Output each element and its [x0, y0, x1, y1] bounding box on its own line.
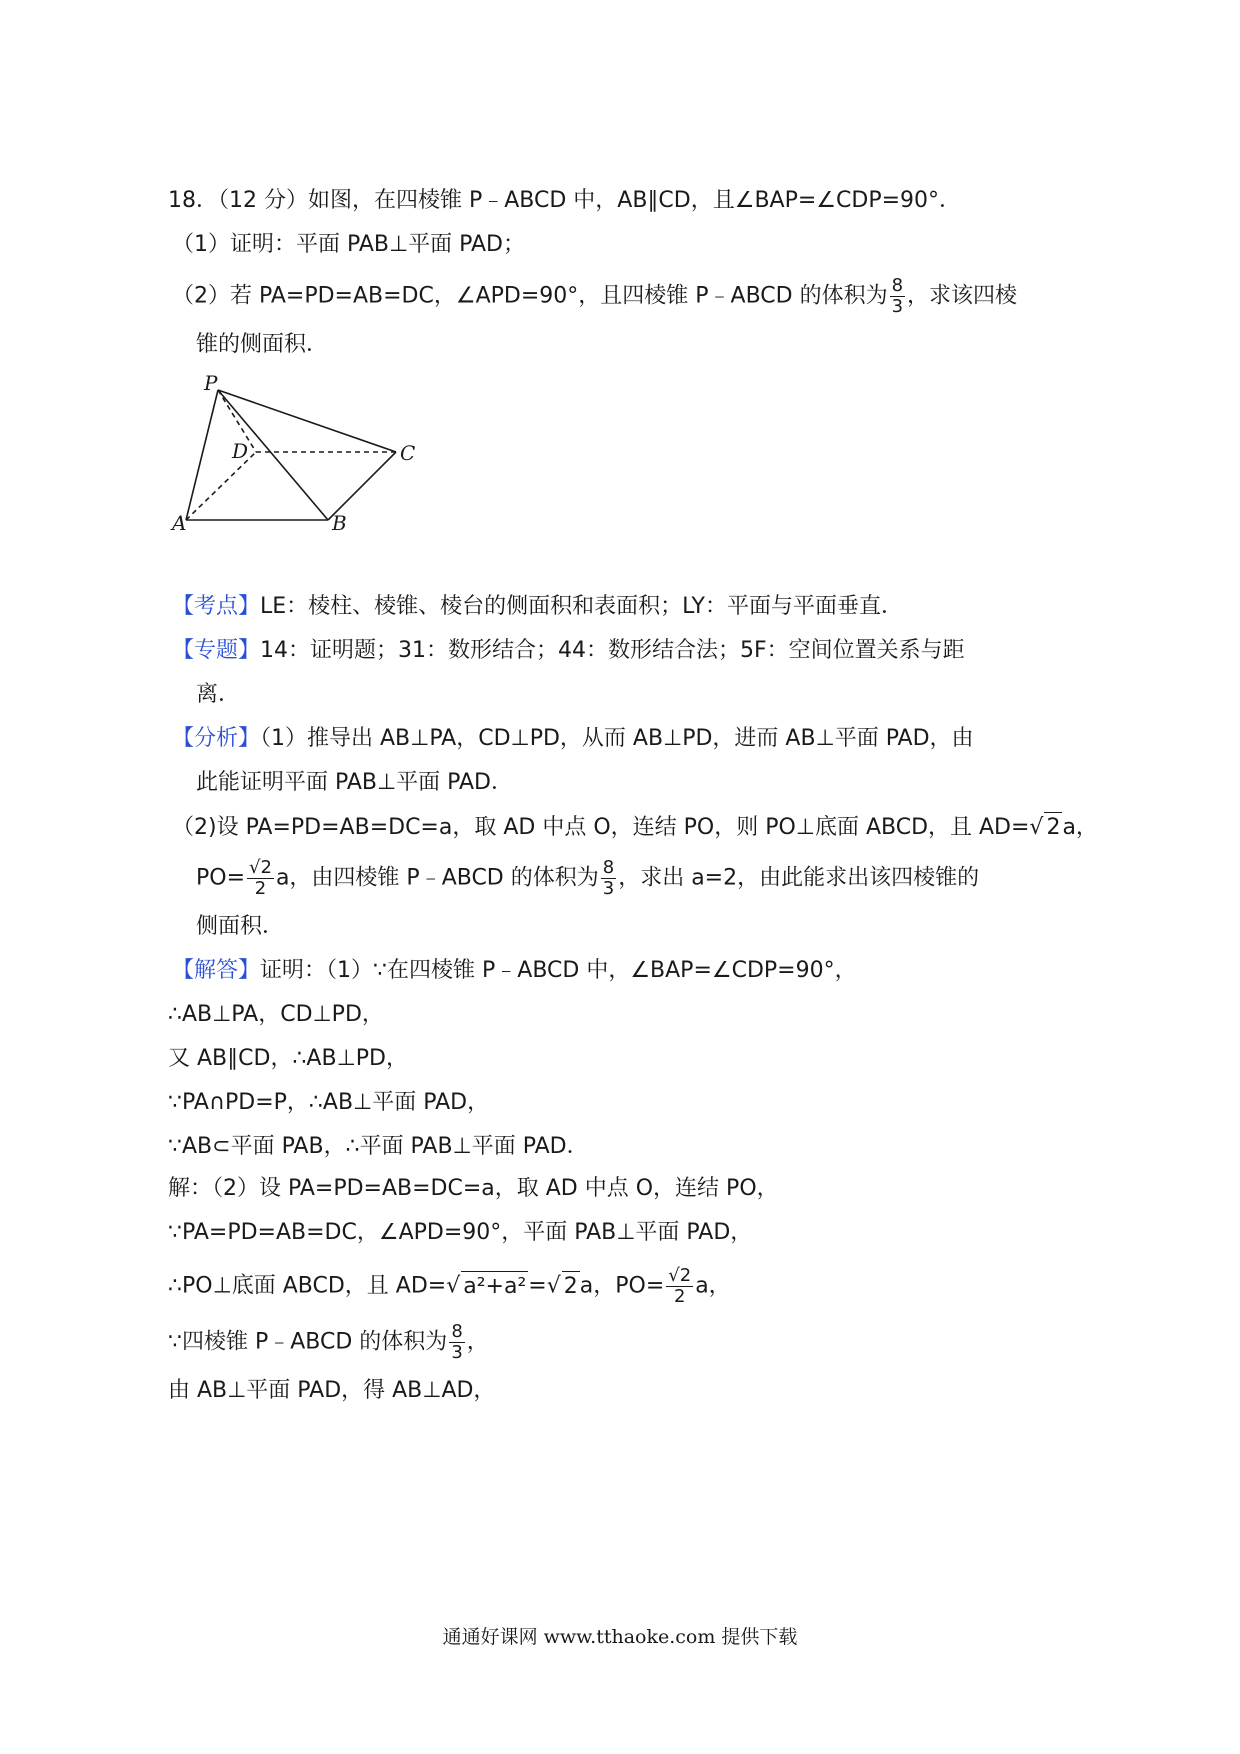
jieda-line8: ∴PO⊥底面 ABCD，且 AD=√ a²+a²=√ 2a，PO= $\frac{√2}{2}$ a， [168, 1265, 731, 1307]
jieda-line2: ∴AB⊥PA，CD⊥PD， [168, 1002, 384, 1027]
edge-PA [186, 390, 218, 520]
fenxi-line4: PO= $\frac{√2}{2}$ a，由四棱锥 P﹣ABCD 的体积为 $\frac{8}{3}$ ，求出 a=2，由此能求出该四棱锥的 [196, 857, 980, 899]
part2-text-a: （2）若 PA=PD=AB=DC，∠APD=90°，且四棱锥 P﹣ABCD 的体积为 [172, 283, 888, 309]
jieda-line7: ∵PA=PD=AB=DC，∠APD=90°，平面 PAB⊥平面 PAD， [168, 1220, 753, 1245]
fenxi-line5: 侧面积． [196, 914, 285, 939]
jieda-line3: 又 AB∥CD，∴AB⊥PD， [168, 1046, 408, 1071]
jieda-line6: 解：（2）设 PA=PD=AB=DC=a，取 AD 中点 O，连结 PO， [168, 1176, 779, 1201]
fenxi-line1: （1）推导出 AB⊥PA，CD⊥PD，从而 AB⊥PD，进而 AB⊥平面 PAD，由 [260, 726, 974, 751]
jieda-line10: 由 AB⊥平面 PAD，得 AB⊥AD， [168, 1378, 496, 1403]
footer-source: 通通好课网 www.tthaoke.com 提供下载 [442, 1626, 798, 1648]
label-A: A [172, 511, 187, 535]
fenxi-line3: （2)设 PA=PD=AB=DC=a，取 AD 中点 O，连结 PO，则 PO⊥底面 ABCD，且 AD=√ 2a， [172, 812, 1098, 843]
pyramid-figure [160, 368, 440, 540]
zhuanti-text-cont: 离． [196, 682, 241, 707]
label-P: P [204, 371, 218, 395]
label-C: C [400, 441, 416, 465]
part2-text-b: ，求该四棱 [907, 283, 1018, 309]
jieda-line1: 【解答】证明：（1）∵在四棱锥 P﹣ABCD 中，∠BAP=∠CDP=90°， [172, 958, 857, 983]
problem-heading: 18．（12 分）如图，在四棱锥 P﹣ABCD 中，AB∥CD，且∠BAP=∠CDP=90°． [168, 188, 962, 213]
zhuanti-text: 14：证明题；31：数形结合；44：数形结合法；5F：空间位置关系与距 [260, 638, 965, 663]
volume-fraction: $\frac{8}{3}$ [891, 275, 904, 317]
kaodian-text: LE：棱柱、棱锥、棱台的侧面积和表面积；LY：平面与平面垂直． [260, 594, 903, 619]
edge-BC [328, 452, 396, 520]
zhuanti-tag: 【专题】 [172, 638, 261, 663]
fenxi-line2: 此能证明平面 PAB⊥平面 PAD． [196, 770, 514, 795]
jieda-line9: ∵四棱锥 P﹣ABCD 的体积为 $\frac{8}{3}$ ， [168, 1321, 489, 1363]
problem-part1: （1）证明：平面 PAB⊥平面 PAD； [172, 232, 525, 257]
label-D: D [232, 439, 249, 463]
zhuanti-line [172, 636, 965, 666]
kaodian-line [172, 592, 903, 622]
fenxi-tag: 【分析】 [172, 726, 261, 751]
problem-part2 [172, 276, 1017, 317]
fenxi-line [172, 724, 974, 754]
label-B: B [332, 511, 347, 535]
jieda-line4: ∵PA∩PD=P，∴AB⊥平面 PAD， [168, 1090, 490, 1115]
jieda-line5: ∵AB⊂平面 PAB，∴平面 PAB⊥平面 PAD． [168, 1134, 589, 1159]
problem-part2-cont: 锥的侧面积． [196, 332, 329, 357]
kaodian-tag: 【考点】 [172, 594, 261, 619]
jieda-tag: 【解答】 [172, 958, 261, 983]
